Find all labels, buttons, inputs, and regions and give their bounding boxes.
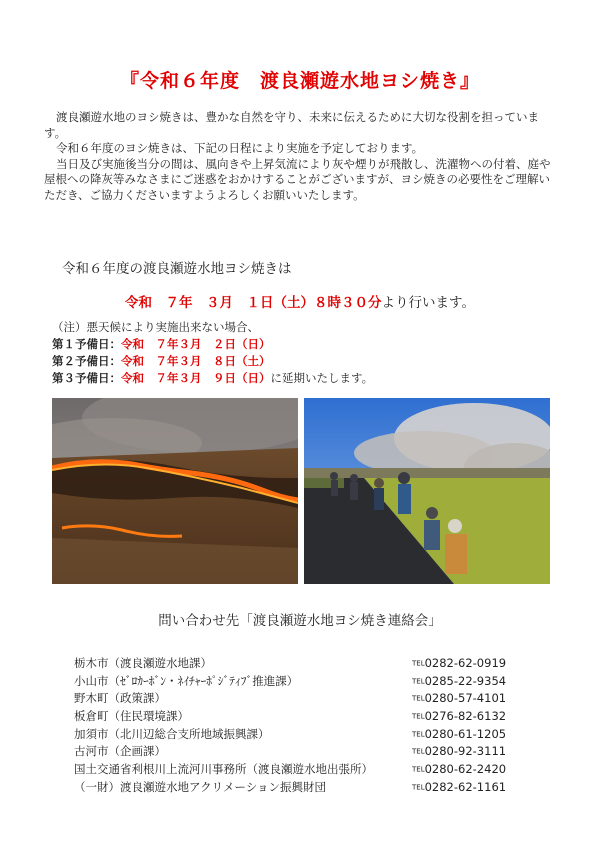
intro-paragraph-3: 当日及び実施後当分の間は、風向きや上昇気流により灰や煙りが飛散し、洗濯物への付着、庭や屋根への降灰等みなさまにご迷惑をおかけすることがございますが、ヨシ焼きの必要性をご理解いただき、ご協力くださいますようよろしくお願いいたします。 bbox=[44, 156, 551, 202]
note-intro: （注）悪天候により実施出来ない場合、 bbox=[52, 320, 259, 334]
contact-org: 加須市（北川辺総合支所地域振興課） bbox=[74, 726, 270, 741]
intro-text bbox=[44, 110, 560, 204]
intro-paragraph-2: 令和６年度のヨシ焼きは、下記の日程により実施を予定しております。 bbox=[56, 141, 424, 156]
main-date-suffix: より行います。 bbox=[381, 295, 475, 311]
contact-row bbox=[74, 725, 534, 743]
reed-fire-photo bbox=[52, 398, 298, 584]
contact-tel: TEL0280-92-3111 bbox=[412, 744, 507, 759]
intro-paragraph-1: 渡良瀬遊水地のヨシ焼きは、豊かな自然を守り、未来に伝えるために大切な役割を担っています。 bbox=[44, 110, 539, 140]
contact-row bbox=[74, 760, 534, 778]
contact-org: 国土交通省利根川上流河川事務所（渡良瀬遊水地出張所） bbox=[74, 761, 373, 776]
contact-tel: TEL0280-62-2420 bbox=[412, 761, 507, 776]
page-title: 『令和６年度 渡良瀬遊水地ヨシ焼き』 bbox=[119, 70, 480, 92]
contact-list bbox=[74, 654, 534, 796]
contact-tel: TEL0282-62-0919 bbox=[412, 655, 507, 670]
contact-tel: TEL0276-82-6132 bbox=[412, 708, 507, 723]
contact-org: 小山市（ｾﾞﾛｶｰﾎﾞﾝ・ﾈｲﾁｬｰﾎﾟｼﾞﾃｨﾌﾞ推進課） bbox=[74, 673, 299, 688]
spectators-photo bbox=[304, 398, 550, 584]
contact-row bbox=[74, 707, 534, 725]
contact-tel: TEL0285-22-9354 bbox=[412, 673, 507, 688]
reserve-day-3: 第３予備日：令和 ７年３月 ９日（日）に延期いたします。 bbox=[52, 371, 374, 385]
contact-org: 板倉町（住民環境課） bbox=[74, 708, 189, 723]
contact-org: 古河市（企画課） bbox=[74, 744, 166, 759]
contact-row bbox=[74, 672, 534, 690]
contact-row bbox=[74, 654, 534, 672]
contact-tel: TEL0280-61-1205 bbox=[412, 726, 507, 741]
contact-row bbox=[74, 689, 534, 707]
contact-org: （一財）渡良瀬遊水地アクリメーション振興財団 bbox=[74, 779, 326, 794]
contact-org: 栃木市（渡良瀬遊水地課） bbox=[74, 655, 212, 670]
contact-heading: 問い合わせ先「渡良瀬遊水地ヨシ焼き連絡会」 bbox=[158, 613, 442, 629]
contact-row bbox=[74, 778, 534, 796]
reserve-day-2: 第２予備日：令和 ７年３月 ８日（土） bbox=[52, 354, 271, 368]
contact-org: 野木町（政策課） bbox=[74, 691, 166, 706]
main-date: 令和 ７年 ３月 １日（土）８時３０分 bbox=[125, 295, 382, 311]
contact-tel: TEL0280-57-4101 bbox=[412, 691, 507, 706]
reserve-note bbox=[52, 319, 373, 387]
reserve-day-1: 第１予備日：令和 ７年３月 ２日（日） bbox=[52, 337, 271, 351]
main-date-line bbox=[0, 291, 600, 311]
contact-row bbox=[74, 742, 534, 760]
schedule-lead: 令和６年度の渡良瀬遊水地ヨシ焼きは bbox=[62, 261, 292, 277]
contact-tel: TEL0282-62-1161 bbox=[412, 779, 507, 794]
